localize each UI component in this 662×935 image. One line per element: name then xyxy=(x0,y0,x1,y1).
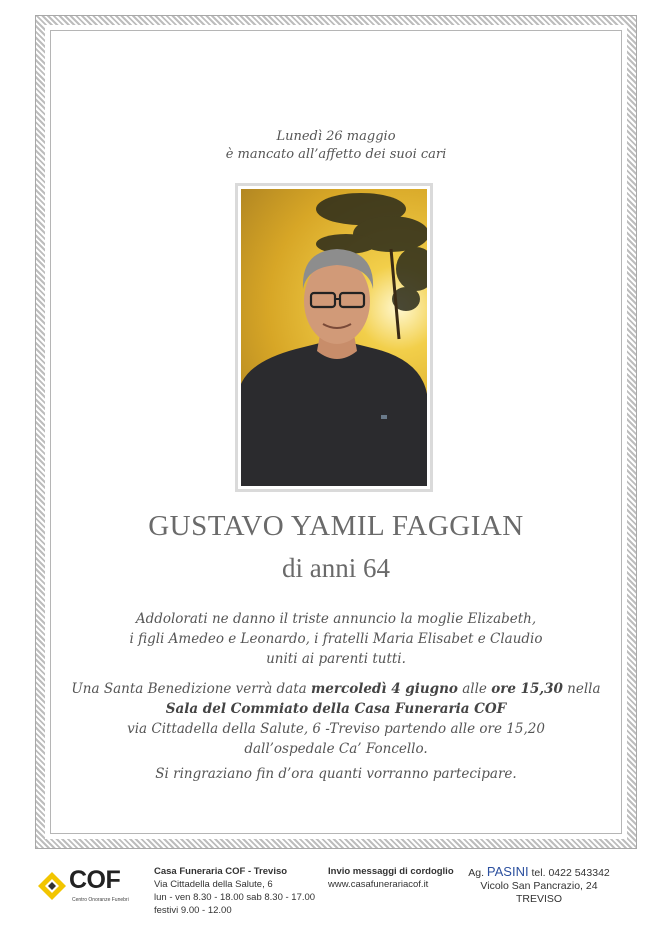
logo-text: COF xyxy=(69,866,121,894)
diamond-logo-icon xyxy=(36,870,68,902)
agency-address: Vicolo San Pancrazio, 24 xyxy=(480,880,598,892)
announcement-paragraph xyxy=(50,609,622,669)
agency-info xyxy=(464,865,614,906)
logo-subtitle: Centro Onoranze Funebri xyxy=(72,897,129,903)
ceremony-address: via Cittadella della Salute, 6 -Treviso partendo alle ore 15,20 xyxy=(127,721,545,737)
portrait-photo xyxy=(241,189,427,486)
deceased-name: GUSTAVO YAMIL FAGGIAN xyxy=(148,510,524,542)
agency-phone: tel. 0422 543342 xyxy=(531,867,610,879)
portrait-frame xyxy=(235,183,433,492)
announcement-line: Addolorati ne danno il triste annuncio la moglie Elizabeth, xyxy=(135,611,537,627)
announcement-line: uniti ai parenti tutti. xyxy=(266,651,406,667)
ceremony-date: mercoledì 4 giugno xyxy=(311,681,458,697)
cof-logo xyxy=(36,866,136,906)
condolences-website-link[interactable]: www.casafunerariacof.it xyxy=(328,879,429,890)
footer xyxy=(0,858,662,928)
agency-name: PASINI xyxy=(486,864,529,879)
ceremony-venue: Sala del Commiato della Casa Funeraria COF xyxy=(165,701,507,717)
ceremony-text: nella xyxy=(562,681,601,697)
condolences-info xyxy=(328,865,454,891)
announcement-line: i figli Amedeo e Leonardo, i fratelli Maria Elisabet e Claudio xyxy=(129,631,543,647)
ceremony-time: ore 15,30 xyxy=(491,681,563,697)
agency-prefix: Ag. xyxy=(468,867,484,879)
deceased-age: di anni 64 xyxy=(282,553,390,583)
funeral-home-title: Casa Funeraria COF - Treviso xyxy=(154,866,288,877)
ceremony-text: Una Santa Benedizione verrà data xyxy=(71,681,311,697)
date-line: Lunedì 26 maggio xyxy=(276,129,396,144)
funeral-home-hours: lun - ven 8.30 - 18.00 sab 8.30 - 17.00 xyxy=(154,892,316,903)
funeral-home-address: Via Cittadella della Salute, 6 xyxy=(154,879,273,890)
death-announcement-intro xyxy=(50,128,622,164)
agency-city: TREVISO xyxy=(515,893,563,905)
ceremony-departure: dall’ospedale Ca’ Foncello. xyxy=(244,741,428,757)
ceremony-line-1 xyxy=(50,679,622,699)
funeral-home-info xyxy=(154,865,315,917)
ceremony-paragraph xyxy=(50,679,622,759)
condolences-title: Invio messaggi di cordoglio xyxy=(328,866,454,877)
ceremony-text: alle xyxy=(457,681,492,697)
passing-line: è mancato all’affetto dei suoi cari xyxy=(225,147,447,162)
thanks-line: Si ringraziano fin d’ora quanti vorranno partecipare. xyxy=(155,766,517,782)
portrait-illustration xyxy=(241,189,427,486)
funeral-home-holidays: festivi 9.00 - 12.00 xyxy=(154,905,232,916)
